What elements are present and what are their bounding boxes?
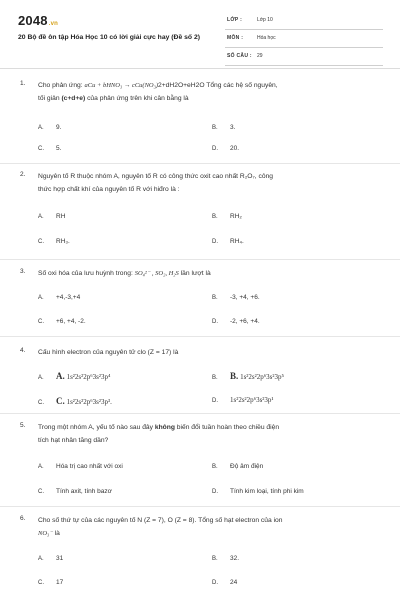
question-text-part: tối giản [38, 94, 62, 102]
question-text [38, 80, 378, 105]
option-a[interactable] [38, 555, 63, 562]
option-c[interactable] [38, 318, 86, 325]
option-letter-bold: C. [56, 396, 65, 406]
option-text: RH₃. [56, 238, 70, 245]
option-text: Độ âm điện [230, 463, 264, 470]
question-text-part: Trong một nhóm A, yếu tố nào sau đây [38, 424, 155, 431]
question-text [38, 515, 378, 540]
option-text: 24 [230, 579, 238, 586]
meta-key: MÔN : [227, 35, 244, 41]
question-text-part: biến đổi tuần hoàn theo chiều điện [174, 424, 280, 431]
option-b[interactable] [212, 371, 284, 381]
option-c[interactable] [38, 238, 70, 245]
question-text-part: 2+dH2O+eH2O Tổng các hệ số nguyên, [158, 82, 278, 89]
option-text: 1s²2s²2p⁶3s²3p³. [66, 398, 112, 406]
formula: aCu + bHNO₃ → cCu(NO₃) [84, 82, 159, 89]
question-text [38, 422, 378, 447]
option-text: 5. [56, 145, 62, 152]
option-a[interactable] [38, 124, 61, 131]
site-logo[interactable] [18, 13, 58, 28]
option-text: +4,-3,+4 [56, 294, 81, 301]
option-text: 31 [56, 555, 64, 562]
question-text-part: là [52, 529, 60, 537]
option-letter: A. [38, 464, 44, 470]
option-text: +6, +4, -2. [56, 318, 86, 325]
question-number: 6. [20, 515, 26, 522]
option-text: Hóa trị cao nhất với oxi [56, 463, 123, 470]
option-c[interactable] [38, 488, 112, 495]
meta-key: SỐ CÂU : [227, 53, 252, 59]
question-text-part: Cho số thứ tự của các nguyên tố N (Z = 7), O (Z = 8). Tổng số hạt electron của ion [38, 517, 283, 524]
option-text: RH₂ [230, 213, 242, 220]
question-divider [0, 506, 400, 507]
option-letter: D. [212, 398, 218, 404]
option-letter: C. [38, 239, 44, 245]
question-text-bold: không [154, 424, 175, 431]
option-text: 1s²2s²2p⁶3s²3p⁴ [66, 373, 111, 381]
logo-text: 2048 [18, 13, 48, 28]
meta-table [225, 12, 383, 66]
option-letter: A. [38, 556, 44, 562]
question-divider [0, 413, 400, 414]
option-text: Tính kim loại, tính phi kim [230, 488, 304, 495]
option-d[interactable] [212, 145, 239, 152]
option-a[interactable] [38, 371, 110, 381]
option-b[interactable] [212, 213, 242, 220]
question-text-part: Số oxi hóa của lưu huỳnh trong: [38, 270, 135, 277]
option-letter: C. [38, 489, 44, 495]
option-a[interactable] [38, 463, 123, 470]
option-text: -3, +4, +6. [230, 294, 260, 301]
question-divider [0, 259, 400, 260]
question-text-part: Nguyên tố R thuộc nhóm A, nguyên tố R có công thức oxit cao nhất R₂O₇, công [38, 173, 274, 180]
option-letter: D. [212, 580, 218, 586]
option-letter: C. [38, 400, 44, 406]
meta-row-subject [225, 30, 383, 48]
option-letter: A. [38, 375, 44, 381]
question-text-part: Cho phản ứng: [38, 82, 85, 89]
option-a[interactable] [38, 213, 65, 220]
question-text [38, 268, 378, 281]
question-number: 2. [20, 171, 26, 178]
question-divider [0, 163, 400, 164]
option-letter: D. [212, 319, 218, 325]
option-b[interactable] [212, 463, 263, 470]
question-text-part: lần lượt là [178, 270, 211, 277]
option-letter: A. [38, 214, 44, 220]
option-d[interactable] [212, 318, 260, 325]
option-letter: B. [212, 464, 218, 470]
option-letter: C. [38, 319, 44, 325]
option-letter-bold: B. [230, 371, 239, 381]
question-text-part: thức hợp chất khí của nguyên tố R với hiđro là : [38, 185, 180, 193]
option-letter-bold: A. [56, 371, 65, 381]
question-divider [0, 336, 400, 337]
question-text-part: Cấu hình electron của nguyên tử clo (Z = 17) là [38, 349, 179, 356]
option-letter: D. [212, 146, 218, 152]
formula: NO₃⁻ [38, 529, 53, 537]
option-letter: D. [212, 239, 218, 245]
meta-value: Hóa học [257, 35, 276, 41]
option-d[interactable] [212, 488, 304, 495]
option-d[interactable] [212, 396, 274, 404]
option-text: RH [56, 213, 66, 220]
option-text: 3. [230, 124, 236, 131]
option-letter: A. [38, 295, 44, 301]
option-letter: B. [212, 295, 218, 301]
question-text-part: của phản ứng trên khi cân bằng là [85, 94, 189, 102]
formula: SO₄²⁻ , SO₂, H₂S [134, 270, 179, 277]
meta-value: 29 [257, 53, 263, 59]
option-d[interactable] [212, 579, 237, 586]
option-b[interactable] [212, 124, 235, 131]
option-letter: C. [38, 146, 44, 152]
question-text [38, 171, 378, 196]
option-text: 1s²2s²2p⁶3s²3p⁵ [240, 373, 284, 381]
option-text: Tính axit, tính bazơ [56, 488, 112, 495]
option-letter: B. [212, 125, 218, 131]
option-d[interactable] [212, 238, 244, 245]
option-c[interactable] [38, 579, 63, 586]
option-c[interactable] [38, 396, 112, 406]
document-title: 20 Bộ đề ôn tập Hóa Học 10 có lời giải cực hay (Đề số 2) [18, 34, 200, 41]
option-text: 32. [230, 555, 240, 562]
option-b[interactable] [212, 294, 260, 301]
option-letter: B. [212, 556, 218, 562]
option-a[interactable] [38, 294, 80, 301]
meta-value: Lớp 10 [257, 17, 273, 23]
question-number: 4. [20, 347, 26, 354]
option-b[interactable] [212, 555, 239, 562]
question-number: 5. [20, 422, 26, 429]
question-number: 3. [20, 268, 26, 275]
option-text: 9. [56, 124, 62, 131]
question-text-bold: (c+d+e) [61, 94, 86, 102]
meta-key: LỚP : [227, 17, 243, 23]
question-text-part: tích hạt nhân tăng dần? [38, 436, 109, 444]
option-text: -2, +6, +4. [230, 318, 260, 325]
option-text: 1s²2s²2p⁶3s²3p¹ [230, 396, 274, 404]
option-text: 17 [56, 579, 64, 586]
option-letter: D. [212, 489, 218, 495]
option-letter: B. [212, 214, 218, 220]
option-c[interactable] [38, 145, 61, 152]
logo-suffix: .vn [48, 21, 59, 27]
meta-row-count [225, 48, 383, 66]
option-letter: A. [38, 125, 44, 131]
option-text: 20. [230, 145, 240, 152]
meta-row-class [225, 12, 383, 30]
option-letter: B. [212, 375, 218, 381]
option-text: RH₄. [230, 238, 244, 245]
option-letter: C. [38, 580, 44, 586]
header-divider [0, 68, 400, 69]
question-number: 1. [20, 80, 26, 87]
question-text [38, 347, 378, 360]
